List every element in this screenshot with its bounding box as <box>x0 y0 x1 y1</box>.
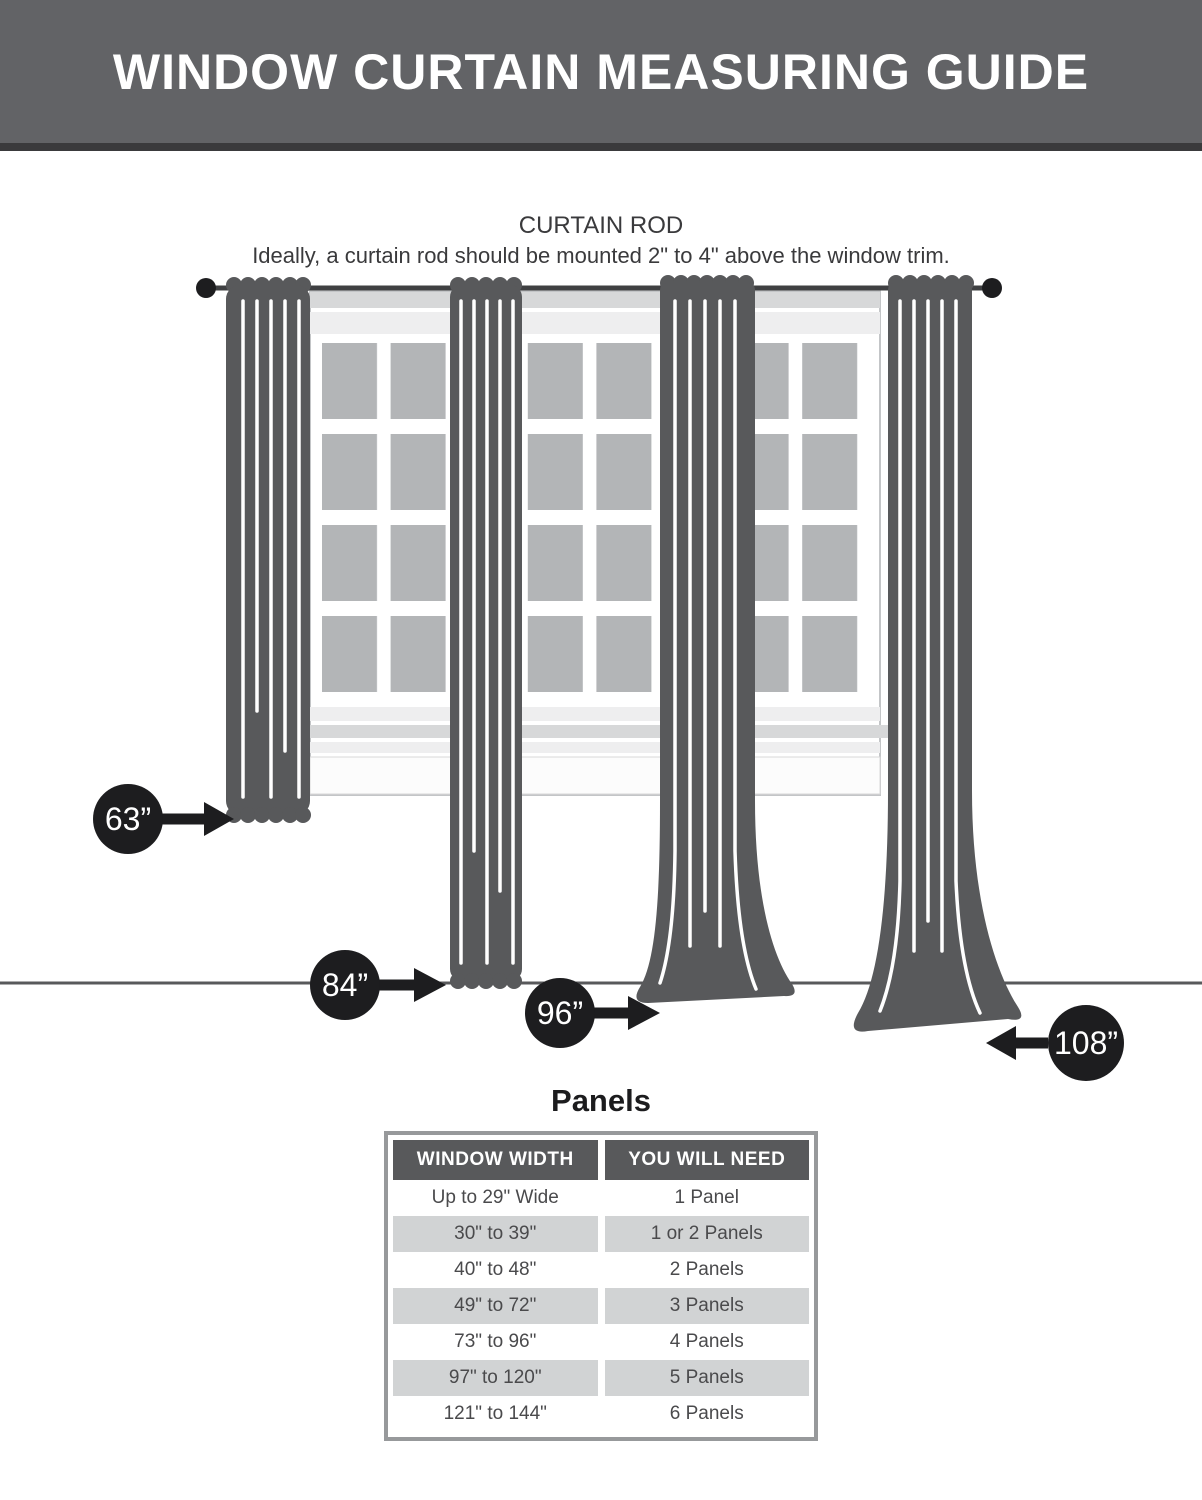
table-cell: 40" to 48" <box>393 1252 598 1288</box>
length-badge-84 <box>310 950 446 1020</box>
table-header-window-width: WINDOW WIDTH <box>393 1140 598 1180</box>
header-banner <box>0 0 1202 151</box>
table-cell: 3 Panels <box>605 1288 810 1324</box>
table-cell: 121" to 144" <box>393 1396 598 1432</box>
arrow-right-icon <box>414 968 446 1002</box>
curtain-rod-title: CURTAIN ROD <box>518 212 684 239</box>
table-cell: 97" to 120" <box>393 1360 598 1396</box>
badge-label-96: 96” <box>536 995 584 1031</box>
page-title: WINDOW CURTAIN MEASURING GUIDE <box>112 43 1090 100</box>
table-col-width <box>393 1140 598 1432</box>
rod-finial-right <box>982 278 1002 298</box>
table-cell: 30" to 39" <box>393 1216 598 1252</box>
badge-label-84: 84” <box>321 967 369 1003</box>
table-cell: 73" to 96" <box>393 1324 598 1360</box>
length-badge-63 <box>93 784 234 854</box>
curtain-panel-84 <box>450 277 522 989</box>
table-cell: Up to 29" Wide <box>393 1180 598 1216</box>
table-cell: 5 Panels <box>605 1360 810 1396</box>
table-cell: 4 Panels <box>605 1324 810 1360</box>
arrow-left-icon <box>986 1026 1016 1060</box>
measuring-diagram <box>0 151 1202 1081</box>
table-cell: 1 Panel <box>605 1180 810 1216</box>
table-cell: 1 or 2 Panels <box>605 1216 810 1252</box>
curtain-panel-63 <box>226 277 311 823</box>
curtain-rod-subtitle: Ideally, a curtain rod should be mounted 2" to 4" above the window trim. <box>252 243 950 268</box>
window-illustration <box>300 291 890 795</box>
table-cell: 2 Panels <box>605 1252 810 1288</box>
panels-title: Panels <box>551 1083 651 1118</box>
badge-label-63: 63” <box>104 801 152 837</box>
table-col-need <box>605 1140 810 1432</box>
rod-finial-left <box>196 278 216 298</box>
table-header-you-will-need: YOU WILL NEED <box>605 1140 810 1180</box>
panels-table <box>384 1131 818 1441</box>
table-cell: 49" to 72" <box>393 1288 598 1324</box>
badge-label-108: 108” <box>1053 1025 1119 1061</box>
table-cell: 6 Panels <box>605 1396 810 1432</box>
